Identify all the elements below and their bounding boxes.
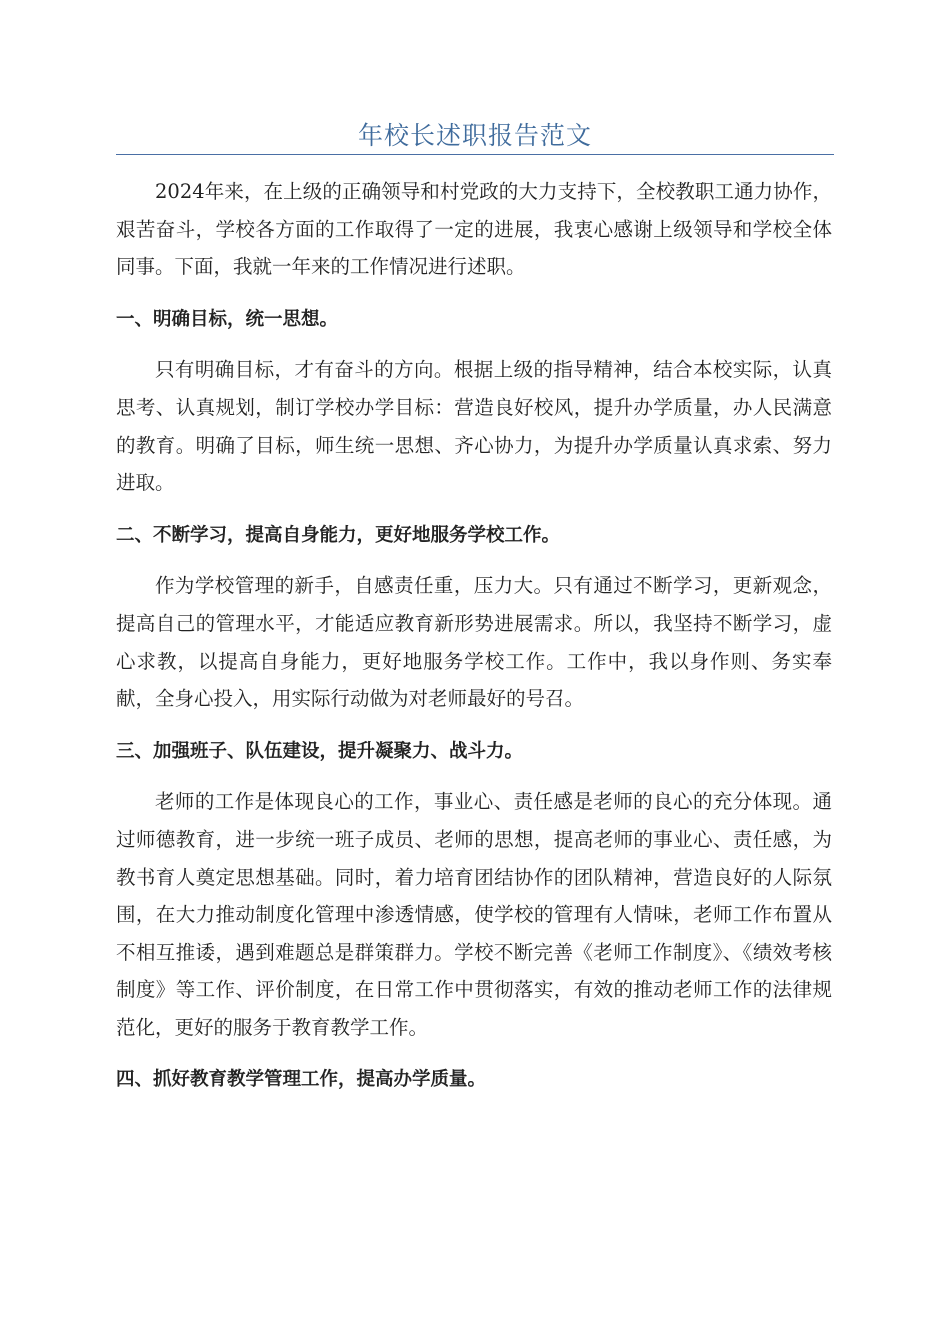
document-body	[116, 173, 832, 1112]
section-paragraph-1: 只有明确目标，才有奋斗的方向。根据上级的指导精神，结合本校实际，认真思考、认真规划，制订学校办学目标：营造良好校风，提升办学质量，办人民满意的教育。明确了目标，师生统一思想、齐心协力，为提升办学质量认真求索、努力进取。	[116, 358, 832, 495]
section-heading-4: 四、抓好教育教学管理工作，提高办学质量。	[116, 1069, 487, 1091]
section-heading-3: 三、加强班子、队伍建设，提升凝聚力、战斗力。	[116, 740, 524, 762]
section-paragraph-2: 作为学校管理的新手，自感责任重，压力大。只有通过不断学习，更新观念，提高自己的管理水平，才能适应教育新形势进展需求。所以，我坚持不断学习，虚心求教，以提高自身能力，更好地服务学校工作。工作中，我以身作则、务实奉献，全身心投入，用实际行动做为对老师最好的号召。	[116, 574, 832, 711]
section-heading-2: 二、不断学习，提高自身能力，更好地服务学校工作。	[116, 524, 561, 546]
page-title: 年校长述职报告范文	[357, 121, 592, 150]
title-block	[116, 108, 834, 155]
section-paragraph-3: 老师的工作是体现良心的工作，事业心、责任感是老师的良心的充分体现。通过师德教育，进一步统一班子成员、老师的思想，提高老师的事业心、责任感，为教书育人奠定思想基础。同时，着力培育团结协作的团队精神，营造良好的人际氛围，在大力推动制度化管理中渗透情感，使学校的管理有人情味，老师工作布置从不相互推诿，遇到难题总是群策群力。学校不断完善《老师工作制度》、《绩效考核制度》等工作、评价制度，在日常工作中贯彻落实，有效的推动老师工作的法律规范化，更好的服务于教育教学工作。	[116, 790, 832, 1039]
intro-paragraph: 2024年来，在上级的正确领导和村党政的大力支持下，全校教职工通力协作，艰苦奋斗，学校各方面的工作取得了一定的进展，我衷心感谢上级领导和学校全体同事。下面，我就一年来的工作情况进行述职。	[116, 180, 832, 279]
section-heading-1: 一、明确目标，统一思想。	[116, 308, 339, 330]
